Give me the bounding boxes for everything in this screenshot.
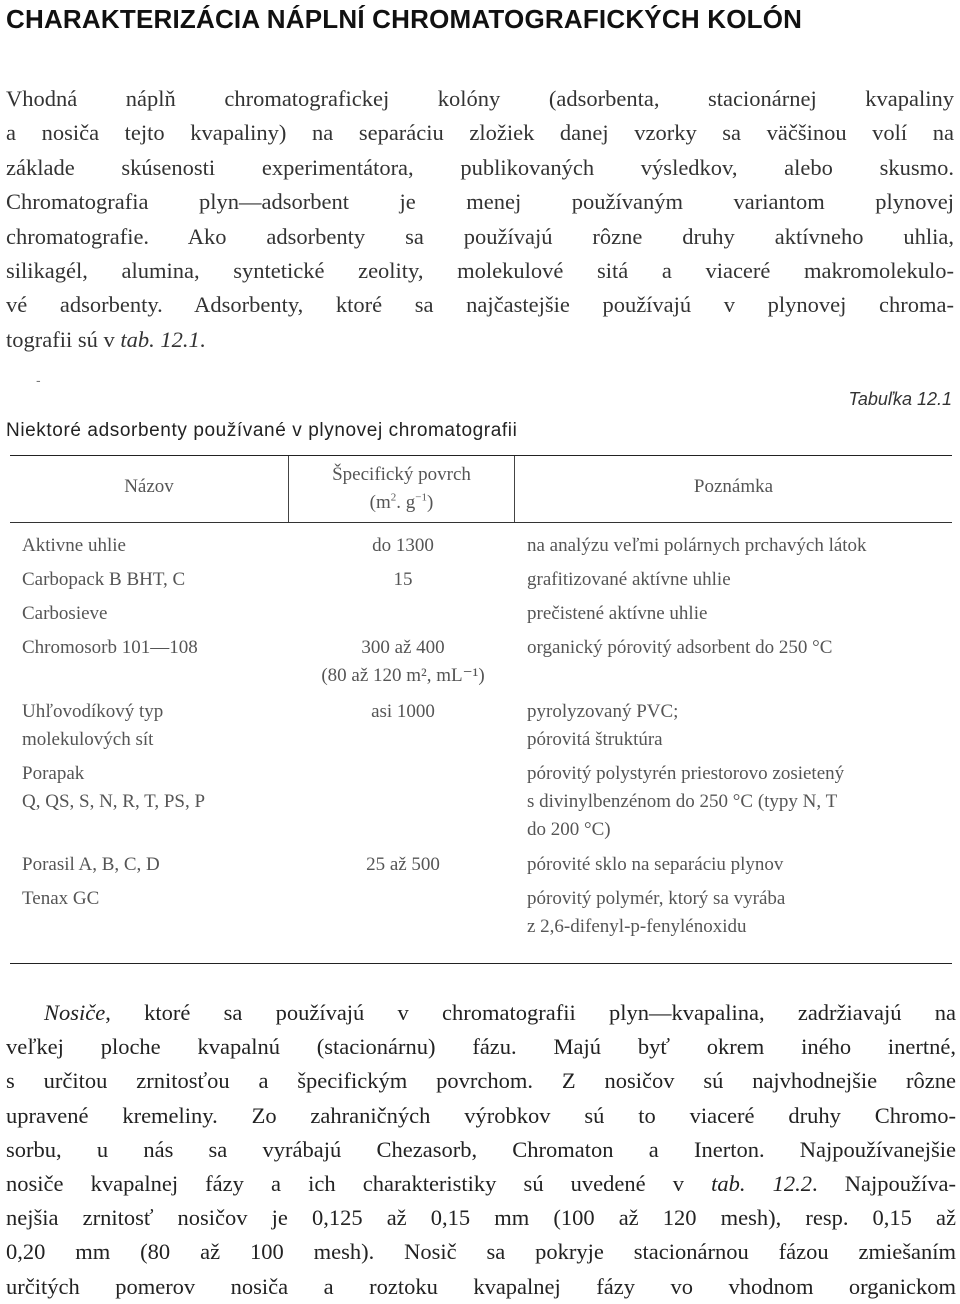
table-header-rule bbox=[10, 522, 952, 523]
cell-note: z 2,6-difenyl-p-fenylénoxidu bbox=[527, 916, 747, 937]
cell-surface: 300 až 400 bbox=[361, 637, 445, 658]
carriers-line: 0,20 mm (80 až 100 mesh). Nosič sa pokryje stacionárnou fázou zmiešaním bbox=[6, 1239, 956, 1265]
carriers-line: sorbu, u nás sa vyrábajú Chezasorb, Chromaton a Inerton. Najpoužívanejšie bbox=[6, 1136, 956, 1162]
header-surface-line1: Špecifický povrch bbox=[332, 464, 471, 485]
intro-line: vé adsorbenty. Adsorbenty, ktoré sa najčastejšie používajú v plynovej chroma- bbox=[6, 292, 954, 318]
table-reference: tab. 12.2 bbox=[711, 1171, 813, 1197]
table-label: Tabuľka 12.1 bbox=[848, 389, 952, 409]
table-top-rule bbox=[10, 455, 952, 456]
cell-note: do 200 °C) bbox=[527, 819, 611, 840]
table-caption: Niektoré adsorbenty používané v plynovej chromatografii bbox=[6, 420, 518, 441]
cell-name: Carbosieve bbox=[22, 603, 108, 624]
intro-line: Chromatografia plyn—adsorbent je menej používaným variantom plynovej bbox=[6, 189, 954, 215]
cell-name: Chromosorb 101—108 bbox=[22, 637, 198, 658]
intro-line: chromatografie. Ako adsorbenty sa používajú rôzne druhy aktívneho uhlia, bbox=[6, 223, 954, 249]
carriers-line: upravené kremeliny. Zo zahraničných výrobkov sú to viaceré druhy Chromo- bbox=[6, 1102, 956, 1128]
intro-line: silikagél, alumina, syntetické zeolity, molekulové sitá a viaceré makromolekulo- bbox=[6, 258, 954, 284]
cell-note: pyrolyzovaný PVC; bbox=[527, 701, 679, 722]
cell-name: Tenax GC bbox=[22, 888, 100, 909]
cell-note: pórovitý polystyrén priestorovo zosietený bbox=[527, 763, 845, 784]
cell-note: organický pórovitý adsorbent do 250 °C bbox=[527, 637, 833, 658]
carriers-line: určitých pomerov nosiča a roztoku kvapalnej fázy vo vhodnom organickom bbox=[6, 1273, 956, 1299]
carriers-line: nosiče kvapalnej fázy a ich charakteristiky sú uvedené v tab. 12.2. Najpoužíva- bbox=[6, 1171, 956, 1197]
cell-note: na analýzu veľmi polárnych prchavých látok bbox=[527, 535, 867, 556]
cell-name: molekulových sít bbox=[22, 729, 154, 750]
carriers-paragraph bbox=[6, 996, 956, 1304]
header-note: Poznámka bbox=[693, 476, 774, 497]
cell-surface: 15 bbox=[393, 569, 413, 590]
intro-last-text: tografii sú v bbox=[6, 326, 121, 352]
cell-note: pórovitá štruktúra bbox=[527, 729, 663, 750]
cell-note: grafitizované aktívne uhlie bbox=[527, 569, 731, 590]
cell-name: Porasil A, B, C, D bbox=[22, 854, 160, 875]
cell-name: Uhľovodíkový typ bbox=[22, 701, 164, 722]
intro-line: a nosiča tejto kvapaliny) na separáciu zložiek danej vzorky sa väčšinou volí na bbox=[6, 120, 954, 146]
carriers-line: nejšia zrnitosť nosičov je 0,125 až 0,15 mm (100 až 120 mesh), resp. 0,15 až bbox=[6, 1205, 956, 1231]
cell-surface: asi 1000 bbox=[371, 701, 435, 722]
cell-surface: (80 až 120 m², mL⁻¹) bbox=[321, 665, 485, 686]
intro-last-line bbox=[6, 323, 954, 357]
cell-name: Carbopack B BHT, C bbox=[22, 569, 186, 590]
carriers-line: veľkej ploche kvapalnú (stacionárnu) fázu. Majú byť okrem iného inertné, bbox=[6, 1034, 956, 1060]
header-surface bbox=[289, 461, 514, 517]
page-heading: CHARAKTERIZÁCIA NÁPLNÍ CHROMATOGRAFICKÝCH KOLÓN bbox=[6, 4, 803, 34]
table-bottom-rule bbox=[10, 963, 952, 964]
cell-name: Porapak bbox=[22, 763, 85, 784]
intro-paragraph bbox=[6, 82, 954, 357]
cell-name: Aktivne uhlie bbox=[22, 535, 126, 556]
carriers-line: Nosiče, ktoré sa používajú v chromatografii plyn—kvapalina, zadržiavajú na bbox=[44, 1000, 956, 1025]
cell-note: s divinylbenzénom do 250 °C (typy N, T bbox=[527, 791, 838, 812]
intro-line: Vhodná náplň chromatografickej kolóny (adsorbenta, stacionárnej kvapaliny bbox=[6, 86, 954, 111]
cell-name: Q, QS, S, N, R, T, PS, P bbox=[22, 791, 206, 812]
header-surface-line2: ($m^2$. $g^{-1}$) bbox=[369, 491, 434, 513]
intro-last-end: . bbox=[199, 326, 206, 352]
table-reference: tab. 12.1 bbox=[120, 326, 200, 352]
cell-note: pórovité sklo na separáciu plynov bbox=[527, 854, 784, 875]
cell-note: pórovitý polymér, ktorý sa vyrába bbox=[527, 888, 786, 909]
header-name: Názov bbox=[124, 476, 174, 497]
stray-mark: - bbox=[36, 372, 41, 388]
cell-surface: do 1300 bbox=[372, 535, 434, 556]
cell-note: prečistené aktívne uhlie bbox=[527, 603, 708, 624]
cell-surface: 25 až 500 bbox=[366, 854, 440, 875]
carriers-line: s určitou zrnitosťou a špecifickým povrchom. Z nosičov sú najvhodnejšie rôzne bbox=[6, 1068, 956, 1094]
intro-line: základe skúsenosti experimentátora, publikovaných výsledkov, alebo skusmo. bbox=[6, 154, 954, 180]
